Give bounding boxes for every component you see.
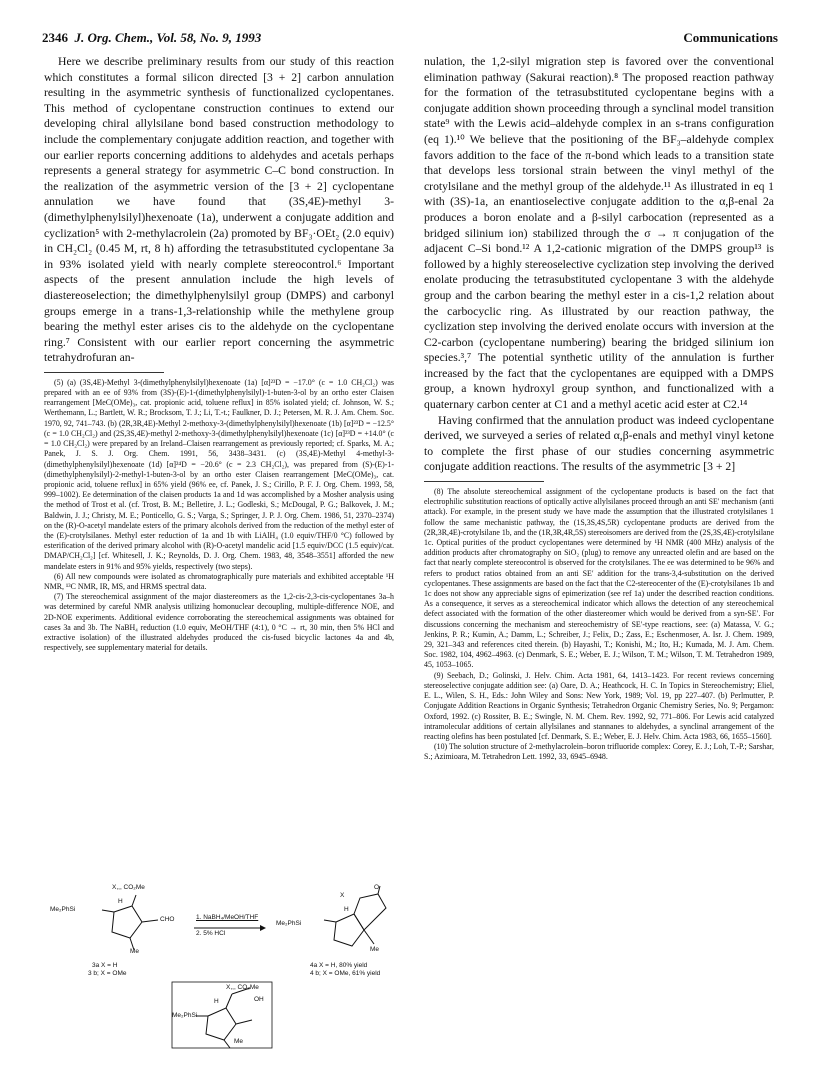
footnote-5: (5) (a) (3S,4E)-Methyl 3-(dimethylphenylsilyl)hexenoate (1a) [α]²³D = −17.0° (c = 1.0 CH₂Cl₂) was prepared with an ee of 93% from (3S)-(E)-1-(dimethylphenylsilyl)-1-buten-3-ol by an ortho ester Claisen rearrangement [MeC(OMe)₃, cat. propionic acid, toluene reflux] in 85% isolated yield; cf. Johnson, W. S.; Werthemann, L.; Bartlett, W. R.; Brocksom, T. J.; Li, T.-t.; Faulkner, D. J.; Petersen, M. R. J. Am. Chem. Soc. 1970, 92, 741–743. (b) (2R,3R,4E)-Methyl 2-methoxy-3-(dimethylphenylsilyl)hexenoate (1b) [α]²³D = −12.5° (c = 1.0 CH₂Cl₂) and (2S,3S,4E)-methyl 2-methoxy-3-(dimethylphenylsilyl)hexenoate (1c) [α]²³D = +14.0° (c = 1.0 CH₂Cl₂) were prepared by an Ireland–Claisen rearrangement as previously reported; cf. Sparks, M. A.; Panek, J. S. J. Org. Chem. 1991, 56, 3438–3431. (c) (3S,4E)-Methyl 4-methyl-3-(dimethylphenylsilyl)hexenoate (1d) [α]²⁴D = −20.6° (c = 2.3 CH₂Cl₂), was prepared from (S)-(E)-1-(dimethylphenylsilyl)-2-methyl-1-buten-3-ol by an ortho ester Claisen rearrangement [MeC(OMe)₃, cat. propionic acid, toluene reflux] in 65% yield (96% ee, cf. Panek, J. S.; Cirillo, P. F. J. Org. Chem. 1993, 58, 999–1002). Ee determination of the claisen products 1a and 1d was accomplished by a Mosher analysis using the method of Trost et al. (cf. Trost, B. M.; Belletire, J. L.; Godleski, S.; McDougal, P. G.; Balkovek, J. M.; Baldwin, J. J.; Christy, M. E.; Ponticello, G. S.; Varga, S.; Springer, J. P. J. Org. Chem. 1986, 51, 2370–2374) on the (R)-O-acetyl mandelate esters of the primary alcohols derived from the reduction of the methyl ester of the (E)-crotylsilanes. Methyl ester reduction of 1a and 1b with LiAlH₄ (1.0 equiv/THF/0 °C) followed by esterification of the derived primary alcohol with (R)-O-acetyl mandelic acid [1.5 equiv/DCC (1.5 equiv)/cat. DMAP/CH₂Cl₂] [cf. Whitesell, J. K.; Reynolds, D. J. Org. Chem. 1983, 48, 3548–3551] afforded the new mandelate esters in 91% and 95% yields, respectively (two steps).: [44, 377, 394, 571]
structure-3: [76, 890, 176, 960]
journal-reference: J. Org. Chem., Vol. 58, No. 9, 1993: [74, 30, 262, 45]
right-me-label: Me: [370, 946, 380, 953]
right-column: [424, 54, 774, 763]
section-title: Communications: [683, 30, 778, 45]
left-silyl-label: Me₂PhSi: [50, 906, 76, 913]
footnote-rule: [44, 372, 164, 373]
reaction-scheme: [48, 884, 398, 1052]
reagent-step-2: 2. 5% HCl: [196, 930, 226, 937]
right-silyl-label: Me₂PhSi: [276, 920, 302, 927]
left-column: [44, 54, 394, 653]
right-body-paragraph-1: nulation, the 1,2-silyl migration step is favored over the conventional elimination pathway (Sakurai reaction).⁸ The proposed reaction pathway for the formation of the tetrasubstituted cyclopentane begins with a conjugate addition shown proceeding through a synclinal model transition state⁹ with the Lewis acid–aldehyde complex in an s-trans configuration (eq 1).¹⁰ We believe that the positioning of the BF₃–aldehyde complex favors addition to the face of the π-bond which leads to a transition state that develops less torsional strain between the vinyl methyl of the crotylsilane and the methyl group of the aldehyde.¹¹ As illustrated in eq 1 with (3S)-1a, an enantioselective conjugate addition to the α,β-enal 2a produces a boron enolate and a β-silyl carbocation (represented as a bridged silinium ion) stabilized through the σ → π conjugation of the adjacent C–Si bond.¹² A 1,2-cationic migration of the DMPS group¹³ is followed by a highly stereoselective cyclization step involving the derived enolate producing the tetrasubstituted cyclopentane 3 with the aldehyde group and the carbon bearing the methyl ester in a cis-1,2 relation about the carbocyclic ring. As illustrated by our reaction pathway, the cyclization step involving the derived enolate occurs with inversion at the C2-carbon (cyclopentane numbering) bearing the bridged silinium ion species.³,⁷ The potential synthetic utility of the annulation is further increased by the fact that the cyclopentanes are equipped with a DMPS group, a known hydroxyl group synthon, and functionalized with a quaternary carbon center at C1 and a methyl acetic acid ester at C2.¹⁴: [424, 55, 774, 412]
right-h-label: H: [344, 906, 349, 913]
reagent-step-1: 1. NaBH₄/MeOH/THF: [196, 914, 259, 921]
compound-3a-label: 3a X = H: [92, 962, 118, 969]
right-o-label: O: [374, 884, 380, 891]
structure-4-lactone: [292, 884, 402, 964]
right-body-paragraph-2: Having confirmed that the annulation product was indeed cyclopentane derived, we surveyed a series of related α,β-enals and methyl vinyl ketone to complete the first phase of our studies concerning asymmetric conjugate addition reactions. The results of the asymmetric [3 + 2]: [424, 413, 774, 474]
right-x-label: X: [340, 892, 345, 899]
left-cho-label: CHO: [160, 916, 175, 923]
compound-4b-label: 4 b; X = OMe, 61% yield: [310, 970, 381, 977]
bottom-me-label: Me: [234, 1038, 244, 1045]
bottom-h-label: H: [214, 998, 219, 1005]
page-number: 2346: [42, 30, 68, 45]
footnote-6: (6) All new compounds were isolated as chromatographically pure materials and exhibited acceptable ¹H NMR, ¹³C NMR, IR, MS, and HRMS spectral data.: [44, 571, 394, 591]
bottom-top-group: X,,, CO₂Me: [226, 984, 259, 991]
compound-3b-label: 3 b; X = OMe: [88, 970, 127, 977]
footnote-10: (10) The solution structure of 2-methylacrolein–boron trifluoride complex: Corey, E. J.; Loh, T.-P.; Sarshar, S.; Azimioara, M. Tetrahedron Lett. 1992, 33, 6945–6948.: [424, 742, 774, 762]
bottom-oh-label: OH: [254, 996, 264, 1003]
footnote-7: (7) The stereochemical assignment of the major diastereomers as the 1,2-cis-2,3-cis-cyclopentanes 3a–h was determined by careful NMR analysis utilizing homonuclear decoupling, multiple-difference NOE, and 2D-NOE experiments. Additional evidence corroborating the stereochemical assignments was obtained for cases 3a and 3b. The NaBH₄ reduction (1.0 equiv, MeOH/THF (4:1), 0 °C → rt, 30 min, then 5% HCl and extractive isolation) of the illustrated aldehydes produced the cis-fused bicyclic lactones 4a and 4b, respectively, see supplementary material for details.: [44, 592, 394, 653]
bottom-silyl-label: Me₂PhSi: [172, 1012, 198, 1019]
header-citation: [42, 30, 261, 46]
footnote-9: (9) Seebach, D.; Golinski, J. Helv. Chim. Acta 1981, 64, 1413–1423. For recent reviews concerning stereoselective conjugate addition see: (a) Oare, D. A.; Heathcock, H. C. In Topics in Stereochemistry; Eliel, E. L., Wilen, S. H., Eds.: John Wiley and Sons: New York, 1989; Vol. 19, pp 227–407. (b) Perlmutter, P. Conjugate Addition Reactions in Organic Synthesis; Tetrahedron Organic Chemistry Series, No. 9; Pergamon: Oxford, 1992. (c) Rossiter, B. E.; Swingle, N. M. Chem. Rev. 1992, 92, 771–806. For Lewis acid catalyzed intramolecular additions of certain allylsilanes and stannanes to aldehydes, a synclinal arrangement of the reacting olefins has been postulated [cf. Denmark, S. E.; Weber, E. J. Helv. Chim. Acta 1983, 66, 1655–1560].: [424, 670, 774, 741]
left-top-group: X,,, CO₂Me: [112, 884, 145, 891]
footnote-8: (8) The absolute stereochemical assignment of the cyclopentane products is based on the fact that electrophilic substitution reactions of optically active allylsilanes proceed through an anti SE′ mechanism (anti attack). For example, in the present study we have made the assumption that the illustrated crotylsilanes 1 follow the same mechanistic pathway, the (1S,3S,4S,5R) cyclopentane products are derived from the (2R,3R,4E)-crotylsilane 1b, and the (1R,3R,4R,5S) stereoisomers are derived from the (2S,3S,4E)-crotylsilane 1c. Optical purities of the product cyclopentanes were determined by ¹H NMR (400 MHz) analysis of the addition products after chromatography on SiO₂ (plug) to remove any unreacted olefin and are based on the fact that nearly complete stereocontrol is observed for the crotylsilanes. The ee was determined to be 96% and refers to product ratios obtained from an anti SE′ addition for the trans-3,4-substitution on the derived cyclopentanes. These assignments are based on the fact that the C2-stereocenter of the (E)-crotylsilanes 1b and 1c does not show any appreciable signs of epimerization (see ref 1a) under the described reaction conditions. As a consequence, it serves as a stereochemical indicator which allows the detection of any stereochemical defect associated with the formation of the other diastereomer which would be derived from a syn-SE′. For discussions concerning the mechanism and stereochemistry of SE′-type reactions, see: (a) Matassa, V. G.; Jenkins, P. R.; Kumin, A.; Damm, L.; Schreiber, J.; Felix, D.; Zass, E.; Eschenmoser, A. Isr. J. Chem. 1989, 29, 321–343 and references cited therein. (b) Hayashi, T.; Konishi, M.; Ito, H.; Kumada, M. J. Am. Chem. Soc. 1982, 104, 4962–4963. (c) Denmark, S. E.; Weber, E. J.; Wilson, T. M.; Wilson, T. M. Tetrahedron 1989, 45, 1053–1065.: [424, 487, 774, 670]
compound-4a-label: 4a X = H, 80% yield: [310, 962, 368, 969]
left-body-paragraph: Here we describe preliminary results from our study of this reaction which constitutes a formal silicon directed [3 + 2] carbon annulation resulting in the asymmetric synthesis of functionalized cyclopentanes. This method of cyclopentane construction continues to extend our developing chiral allylsilane bond based construction methodology to include the complementary conjugate addition reaction, and together with our earlier reports concerning additions to aldehydes and acetals perhaps represents a general strategy for asymmetric C–C bond construction. In the realization of the asymmetric version of the [3 + 2] cyclopentane annulation we have found that (3S,4E)-methyl 3-(dimethylphenylsilyl)hexenoate (1a), underwent a conjugate addition and cyclization⁵ with 2-methylacrolein (2a) promoted by BF₃·OEt₂ (2.0 equiv) in CH₂Cl₂ (0.45 M, rt, 8 h) affording the tetrasubstituted cyclopentane 3a in 93% isolated yield with nearly complete stereocontrol.⁶ Important aspects of the present annulation include the high levels of diastereoselection; the dimethylphenylsilyl group (DMPS) and carbonyl groups emerge in a trans-1,3-relationship while the methylene group bearing the methyl ester arises cis to the aldehyde on the cyclopentane ring.⁷ Consistent with our earlier report concerning the asymmetric tetrahydrofuran an-: [44, 55, 394, 365]
page-header: [42, 30, 778, 46]
left-me-label: Me: [130, 948, 140, 955]
footnote-rule: [424, 481, 544, 482]
left-h-label: H: [118, 898, 123, 905]
